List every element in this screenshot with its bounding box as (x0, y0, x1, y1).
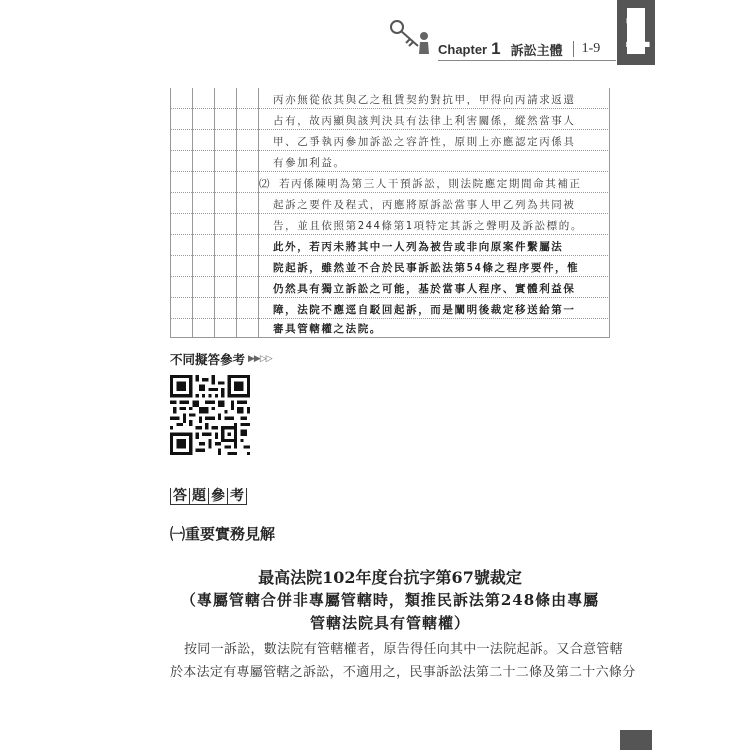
grid-row-line (170, 255, 610, 256)
answer-reference-char: 答 (170, 488, 189, 505)
answer-line: 告，並且依照第244條第1項特定其訴之聲明及訴訟標的。 (273, 220, 583, 232)
arrow-icon: ▶▶▷▷ (248, 354, 272, 364)
grid-row-line (170, 213, 610, 214)
answer-line: 起訴之要件及程式，丙應將原訴訟當事人甲乙列為共同被 (273, 199, 576, 211)
grid-row-line (170, 171, 610, 172)
chapter-name: 訴訟主體 (510, 43, 563, 59)
answer-line: 甲、乙爭執丙參加訴訟之容許性，原則上亦應認定丙係具 (273, 136, 576, 148)
answer-line: 仍然具有獨立訴訟之可能，基於當事人程序、實體利益保 (273, 283, 576, 295)
grid-row-line (170, 337, 610, 338)
grid-row-line (170, 150, 610, 151)
answer-reference-char: 考 (227, 488, 247, 505)
section-heading: ㈠重要實務見解 (170, 525, 276, 543)
case-subtitle: （專屬管轄合併非專屬管轄時，類推民訴法第248條由專屬 (180, 591, 600, 609)
grid-row-line (170, 234, 610, 235)
different-answer-label: 不同擬答參考 (170, 352, 246, 367)
qr-code-icon[interactable] (170, 375, 250, 455)
answer-reference-char: 題 (189, 488, 208, 505)
case-title: 最高法院102年度台抗字第67號裁定 (258, 568, 522, 587)
answer-reference-char: 參 (208, 488, 227, 505)
answer-line: 丙亦無從依其與乙之租賃契約對抗甲，甲得向丙請求返還 (273, 94, 576, 106)
answer-reference-heading (170, 488, 247, 505)
answer-line: ⑵ 若丙係陳明為第三人干預訴訟，則法院應定期間命其補正 (259, 178, 582, 190)
answer-sheet (170, 88, 610, 338)
chapter-word: Chapter (438, 41, 488, 57)
key-person-icon (388, 18, 434, 58)
chapter-number: 1 (491, 39, 501, 58)
answer-line: 有參加利益。 (273, 157, 346, 169)
page-edge-tab (620, 730, 652, 750)
answer-line: 占有，故丙顯與該判決具有法律上利害關係，縱然當事人 (273, 115, 576, 127)
answer-line: 障，法院不應逕自駁回起訴，而是闡明後裁定移送給第一 (273, 304, 576, 316)
page-number: 1-9 (573, 41, 601, 57)
grid-row-line (170, 129, 610, 130)
chapter-header (438, 38, 600, 60)
grid-row-line (170, 108, 610, 109)
answer-line: 審具管轄權之法院。 (273, 323, 382, 335)
body-paragraph-line: 按同一訴訟，數法院有管轄權者，原告得任向其中一法院起訴。又合意管轄 (184, 642, 623, 657)
case-subtitle: 管轄法院具有管轄權） (309, 614, 470, 632)
chapter-tab-number: 1 (623, 2, 651, 58)
header-rule (438, 60, 616, 61)
grid-row-line (170, 318, 610, 319)
answer-line: 院起訴，雖然並不合於民事訴訟法第54條之程序要件，惟 (273, 262, 580, 274)
grid-row-line (170, 276, 610, 277)
body-paragraph-line: 於本法定有專屬管轄之訴訟，不適用之，民事訴訟法第二十二條及第二十六條分 (170, 665, 636, 680)
answer-line: 此外，若丙未將其中一人列為被告或非向原案件繫屬法 (273, 241, 564, 253)
grid-row-line (170, 297, 610, 298)
grid-row-line (170, 192, 610, 193)
different-answer-heading (170, 350, 272, 368)
